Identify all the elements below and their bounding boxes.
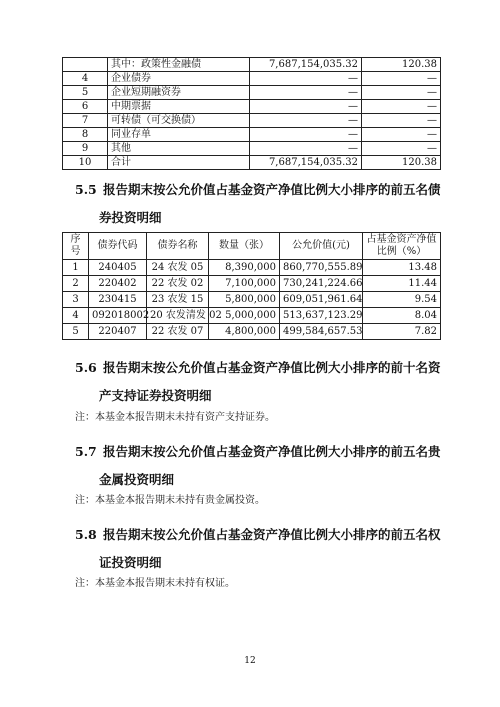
row-number: 3 [63, 292, 89, 308]
section-title-line2: 证投资明细 [99, 555, 162, 570]
bond-category-table-body [63, 58, 441, 170]
section-title-line1: 报告期末按公允价值占基金资产净值比例大小排序的前五名债 [103, 182, 441, 197]
section-5-6-note: 注：本基金本报告期末未持有资产支持证券。 [75, 412, 275, 423]
table-header-row [63, 233, 441, 260]
table-row [63, 100, 441, 114]
section-title-line2: 金属投资明细 [99, 472, 175, 487]
nav-ratio: — [362, 86, 441, 100]
section-number: 5.6 [75, 360, 97, 375]
quantity: 5,000,000 [209, 308, 280, 324]
row-number: 2 [63, 276, 89, 292]
bond-code: 240405 [89, 260, 147, 276]
nav-ratio: 11.44 [363, 276, 441, 292]
header-quantity: 数量（张） [209, 233, 280, 260]
bond-name: 22 农发 07 [147, 324, 209, 340]
fair-value: 7,687,154,035.32 [250, 58, 362, 72]
bond-category: 其他 [108, 142, 250, 156]
quantity: 4,800,000 [209, 324, 280, 340]
section-title-line1: 报告期末按公允价值占基金资产净值比例大小排序的前五名贵 [103, 444, 441, 459]
fair-value: — [250, 72, 362, 86]
nav-ratio: 13.48 [363, 260, 441, 276]
section-5-5-heading [75, 176, 445, 232]
table-row [63, 292, 441, 308]
bond-category: 企业债券 [108, 72, 250, 86]
section-number: 5.5 [75, 182, 97, 197]
bond-name: 24 农发 05 [147, 260, 209, 276]
header-fair-value: 公允价值(元) [280, 233, 363, 260]
section-5-7-note: 注：本基金本报告期末未持有贵金属投资。 [75, 495, 265, 506]
fair-value: 513,637,123.29 [280, 308, 363, 324]
fair-value: — [250, 86, 362, 100]
top-five-bonds-table [62, 232, 441, 340]
row-number: 4 [63, 72, 108, 86]
row-number: 5 [63, 86, 108, 100]
bond-name: 23 农发 15 [147, 292, 209, 308]
fair-value: — [250, 114, 362, 128]
bond-code: 092018002 [89, 308, 147, 324]
table-row [63, 128, 441, 142]
section-title-line1: 报告期末按公允价值占基金资产净值比例大小排序的前十名资 [103, 360, 441, 375]
section-title-line2: 产支持证券投资明细 [99, 388, 212, 403]
table-row [63, 86, 441, 100]
section-title-line1: 报告期末按公允价值占基金资产净值比例大小排序的前五名权 [103, 527, 441, 542]
bond-name: 20 农发清发 02 [147, 308, 209, 324]
bond-category: 其中：政策性金融债 [108, 58, 250, 72]
row-number: 6 [63, 100, 108, 114]
table-row [63, 276, 441, 292]
bond-category: 同业存单 [108, 128, 250, 142]
page-number: 12 [244, 656, 256, 666]
section-number: 5.8 [75, 527, 97, 542]
nav-ratio: — [362, 72, 441, 86]
bond-code: 220407 [89, 324, 147, 340]
fair-value: — [250, 100, 362, 114]
row-number: 7 [63, 114, 108, 128]
table-row [63, 260, 441, 276]
bond-category: 合计 [108, 156, 250, 170]
section-5-8-note: 注：本基金本报告期末未持有权证。 [75, 578, 235, 589]
nav-ratio: 9.54 [363, 292, 441, 308]
fair-value: 499,584,657.53 [280, 324, 363, 340]
nav-ratio: 8.04 [363, 308, 441, 324]
quantity: 5,800,000 [209, 292, 280, 308]
fair-value: 860,770,555.89 [280, 260, 363, 276]
table-row [63, 308, 441, 324]
nav-ratio: 7.82 [363, 324, 441, 340]
quantity: 7,100,000 [209, 276, 280, 292]
top-five-bonds-table-body [63, 260, 441, 340]
section-5-8-heading [75, 521, 445, 577]
nav-ratio: 120.38 [362, 156, 441, 170]
row-number: 9 [63, 142, 108, 156]
nav-ratio: — [362, 114, 441, 128]
row-number: 1 [63, 260, 89, 276]
bond-category: 可转债（可交换债） [108, 114, 250, 128]
section-5-6-heading [75, 354, 445, 410]
bond-category: 中期票据 [108, 100, 250, 114]
bond-category-table [62, 57, 441, 170]
row-number: 5 [63, 324, 89, 340]
row-number: 10 [63, 156, 108, 170]
bond-name: 22 农发 02 [147, 276, 209, 292]
nav-ratio: — [362, 142, 441, 156]
quantity: 8,390,000 [209, 260, 280, 276]
header-nav-ratio: 占基金资产净值比例（%） [363, 233, 441, 260]
fair-value: 609,051,961.64 [280, 292, 363, 308]
fair-value: 7,687,154,035.32 [250, 156, 362, 170]
header-seq: 序号 [63, 233, 89, 260]
bond-code: 220402 [89, 276, 147, 292]
bond-code: 230415 [89, 292, 147, 308]
section-number: 5.7 [75, 444, 97, 459]
table-row [63, 142, 441, 156]
table-row [63, 156, 441, 170]
fair-value: — [250, 142, 362, 156]
table-row [63, 114, 441, 128]
header-name: 债券名称 [147, 233, 209, 260]
nav-ratio: — [362, 100, 441, 114]
bond-category: 企业短期融资券 [108, 86, 250, 100]
row-number [63, 58, 108, 72]
table-row [63, 58, 441, 72]
row-number: 8 [63, 128, 108, 142]
nav-ratio: 120.38 [362, 58, 441, 72]
table-row [63, 324, 441, 340]
table-row [63, 72, 441, 86]
section-5-7-heading [75, 438, 445, 494]
section-title-line2: 券投资明细 [99, 210, 162, 225]
nav-ratio: — [362, 128, 441, 142]
header-code: 债券代码 [89, 233, 147, 260]
fair-value: — [250, 128, 362, 142]
row-number: 4 [63, 308, 89, 324]
fair-value: 730,241,224.66 [280, 276, 363, 292]
